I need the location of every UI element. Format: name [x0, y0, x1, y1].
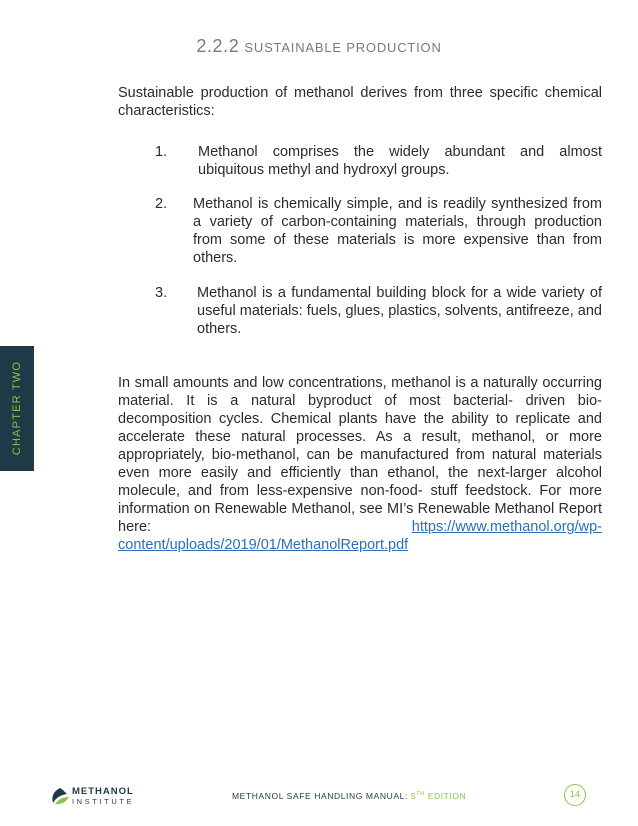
footer-edition-number: 5 — [410, 791, 417, 801]
list-item-text: Methanol is chemically simple, and is readily synthesized from a variety of carbon-containing materials, through production from some of these materials is more expensive than from others. — [193, 196, 602, 266]
logo-text-methanol: METHANOL — [72, 786, 134, 797]
logo-text-institute: INSTITUTE — [72, 797, 135, 806]
footer-edition-word: EDITION — [424, 791, 467, 801]
section-number: 2.2.2 — [196, 36, 240, 56]
section-title: SUSTAINABLE PRODUCTION — [244, 40, 442, 55]
methanol-report-link[interactable]: https://www.methanol.org/wp-content/uploads/2019/01/MethanolReport.pdf — [118, 519, 602, 553]
section-heading — [0, 36, 638, 57]
list-item-text: Methanol is a fundamental building block for a wide variety of useful materials: fuels, glues, plastics, solvents, antifreeze, and others. — [197, 285, 602, 337]
list-item-number: 3. — [155, 285, 168, 301]
list-item-number: 2. — [155, 196, 168, 212]
intro-paragraph: Sustainable production of methanol derives from three specific chemical characteristics: — [118, 85, 602, 119]
logo-mark-icon — [50, 786, 70, 806]
body-paragraph-text: In small amounts and low concentrations, methanol is a naturally occurring material. It is a natural byproduct of most bacterial- driven bio-decomposition cycles. Chemical plants have the ability to replicate and accelerate these natural processes. As a result, methanol, or more appropriately, bio-methanol, can be manufactured from natural materials even more easily and efficiently than ethanol, the next-larger alcohol molecule, and from less-expensive non-food- stuff feedstock. For more information on Renewable Methanol, see MI’s Renewable Methanol Report here: — [118, 375, 602, 535]
body-paragraph — [118, 374, 602, 554]
footer-manual-title — [232, 791, 466, 801]
list-item-text: Methanol comprises the widely abundant and almost ubiquitous methyl and hydroxyl groups. — [198, 144, 602, 178]
list-item-number: 1. — [155, 144, 168, 160]
footer-manual-name: METHANOL SAFE HANDLING MANUAL: — [232, 791, 411, 801]
footer-edition — [411, 791, 467, 801]
footer-edition-suffix: TH — [416, 791, 425, 798]
chapter-side-tab-label: CHAPTER TWO — [11, 360, 23, 456]
page-number: 14 — [564, 784, 586, 806]
methanol-institute-logo — [50, 786, 150, 808]
